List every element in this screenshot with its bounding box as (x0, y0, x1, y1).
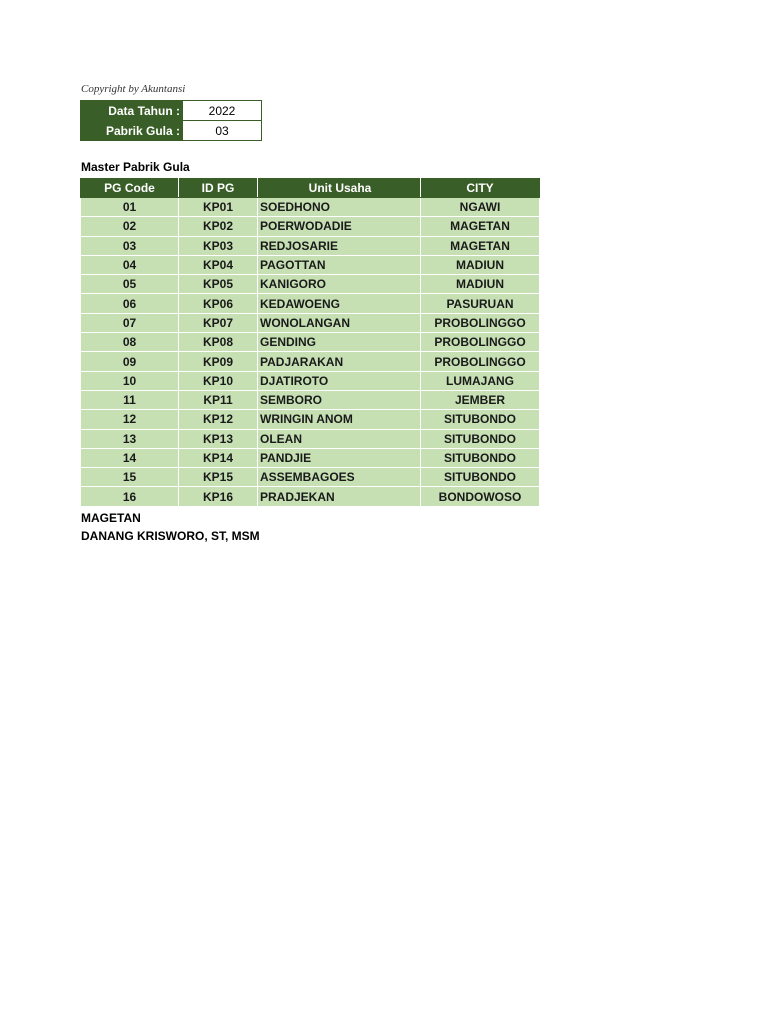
cell-pg-code[interactable]: 11 (81, 390, 179, 409)
cell-unit-usaha[interactable]: SOEDHONO (258, 198, 421, 217)
cell-unit-usaha[interactable]: GENDING (258, 333, 421, 352)
cell-id-pg[interactable]: KP07 (179, 313, 258, 332)
cell-id-pg[interactable]: KP12 (179, 410, 258, 429)
table-row (81, 429, 540, 448)
cell-pg-code[interactable]: 12 (81, 410, 179, 429)
cell-unit-usaha[interactable]: ASSEMBAGOES (258, 468, 421, 487)
table-header-row (81, 179, 540, 198)
cell-id-pg[interactable]: KP13 (179, 429, 258, 448)
cell-city[interactable]: MAGETAN (421, 217, 540, 236)
cell-id-pg[interactable]: KP10 (179, 371, 258, 390)
cell-id-pg[interactable]: KP15 (179, 468, 258, 487)
table-row (81, 313, 540, 332)
footer-city: MAGETAN (81, 511, 141, 525)
column-header-id-pg[interactable]: ID PG (179, 179, 258, 198)
master-table (80, 178, 540, 507)
table-row (81, 448, 540, 467)
table-row (81, 468, 540, 487)
param-label-year: Data Tahun : (81, 101, 183, 121)
cell-pg-code[interactable]: 03 (81, 236, 179, 255)
cell-pg-code[interactable]: 06 (81, 294, 179, 313)
param-row-factory (81, 121, 262, 141)
table-row (81, 294, 540, 313)
cell-city[interactable]: SITUBONDO (421, 410, 540, 429)
param-value-year[interactable]: 2022 (183, 101, 262, 121)
cell-city[interactable]: NGAWI (421, 198, 540, 217)
cell-city[interactable]: SITUBONDO (421, 468, 540, 487)
cell-city[interactable]: BONDOWOSO (421, 487, 540, 506)
parameter-table (80, 100, 262, 141)
cell-unit-usaha[interactable]: DJATIROTO (258, 371, 421, 390)
cell-city[interactable]: SITUBONDO (421, 448, 540, 467)
table-row (81, 198, 540, 217)
cell-city[interactable]: MADIUN (421, 275, 540, 294)
param-row-year (81, 101, 262, 121)
table-row (81, 390, 540, 409)
cell-pg-code[interactable]: 14 (81, 448, 179, 467)
cell-unit-usaha[interactable]: PRADJEKAN (258, 487, 421, 506)
param-label-factory: Pabrik Gula : (81, 121, 183, 141)
cell-id-pg[interactable]: KP06 (179, 294, 258, 313)
table-row (81, 371, 540, 390)
cell-unit-usaha[interactable]: PAGOTTAN (258, 255, 421, 274)
cell-id-pg[interactable]: KP02 (179, 217, 258, 236)
cell-id-pg[interactable]: KP08 (179, 333, 258, 352)
cell-id-pg[interactable]: KP09 (179, 352, 258, 371)
column-header-pg-code[interactable]: PG Code (81, 179, 179, 198)
cell-pg-code[interactable]: 13 (81, 429, 179, 448)
cell-unit-usaha[interactable]: PADJARAKAN (258, 352, 421, 371)
table-row (81, 275, 540, 294)
cell-city[interactable]: PASURUAN (421, 294, 540, 313)
cell-pg-code[interactable]: 09 (81, 352, 179, 371)
cell-pg-code[interactable]: 07 (81, 313, 179, 332)
cell-pg-code[interactable]: 16 (81, 487, 179, 506)
cell-unit-usaha[interactable]: KEDAWOENG (258, 294, 421, 313)
cell-id-pg[interactable]: KP11 (179, 390, 258, 409)
table-row (81, 217, 540, 236)
cell-pg-code[interactable]: 08 (81, 333, 179, 352)
cell-id-pg[interactable]: KP14 (179, 448, 258, 467)
cell-pg-code[interactable]: 02 (81, 217, 179, 236)
cell-pg-code[interactable]: 01 (81, 198, 179, 217)
column-header-city[interactable]: CITY (421, 179, 540, 198)
cell-unit-usaha[interactable]: REDJOSARIE (258, 236, 421, 255)
footer-person: DANANG KRISWORO, ST, MSM (81, 529, 260, 543)
cell-id-pg[interactable]: KP03 (179, 236, 258, 255)
cell-city[interactable]: MADIUN (421, 255, 540, 274)
cell-id-pg[interactable]: KP01 (179, 198, 258, 217)
table-row (81, 352, 540, 371)
copyright-text: Copyright by Akuntansi (81, 83, 186, 95)
cell-city[interactable]: PROBOLINGGO (421, 333, 540, 352)
table-body (81, 198, 540, 507)
cell-city[interactable]: SITUBONDO (421, 429, 540, 448)
cell-city[interactable]: LUMAJANG (421, 371, 540, 390)
cell-id-pg[interactable]: KP04 (179, 255, 258, 274)
cell-unit-usaha[interactable]: WONOLANGAN (258, 313, 421, 332)
cell-pg-code[interactable]: 10 (81, 371, 179, 390)
cell-city[interactable]: PROBOLINGGO (421, 352, 540, 371)
cell-id-pg[interactable]: KP16 (179, 487, 258, 506)
cell-unit-usaha[interactable]: PANDJIE (258, 448, 421, 467)
section-title: Master Pabrik Gula (81, 160, 190, 174)
cell-pg-code[interactable]: 05 (81, 275, 179, 294)
table-row (81, 410, 540, 429)
cell-unit-usaha[interactable]: SEMBORO (258, 390, 421, 409)
cell-city[interactable]: PROBOLINGGO (421, 313, 540, 332)
cell-pg-code[interactable]: 15 (81, 468, 179, 487)
table-row (81, 236, 540, 255)
param-value-factory[interactable]: 03 (183, 121, 262, 141)
table-row (81, 333, 540, 352)
table-row (81, 255, 540, 274)
cell-city[interactable]: MAGETAN (421, 236, 540, 255)
cell-unit-usaha[interactable]: WRINGIN ANOM (258, 410, 421, 429)
table-row (81, 487, 540, 506)
cell-id-pg[interactable]: KP05 (179, 275, 258, 294)
cell-unit-usaha[interactable]: KANIGORO (258, 275, 421, 294)
column-header-unit-usaha[interactable]: Unit Usaha (258, 179, 421, 198)
cell-unit-usaha[interactable]: POERWODADIE (258, 217, 421, 236)
cell-unit-usaha[interactable]: OLEAN (258, 429, 421, 448)
cell-pg-code[interactable]: 04 (81, 255, 179, 274)
cell-city[interactable]: JEMBER (421, 390, 540, 409)
